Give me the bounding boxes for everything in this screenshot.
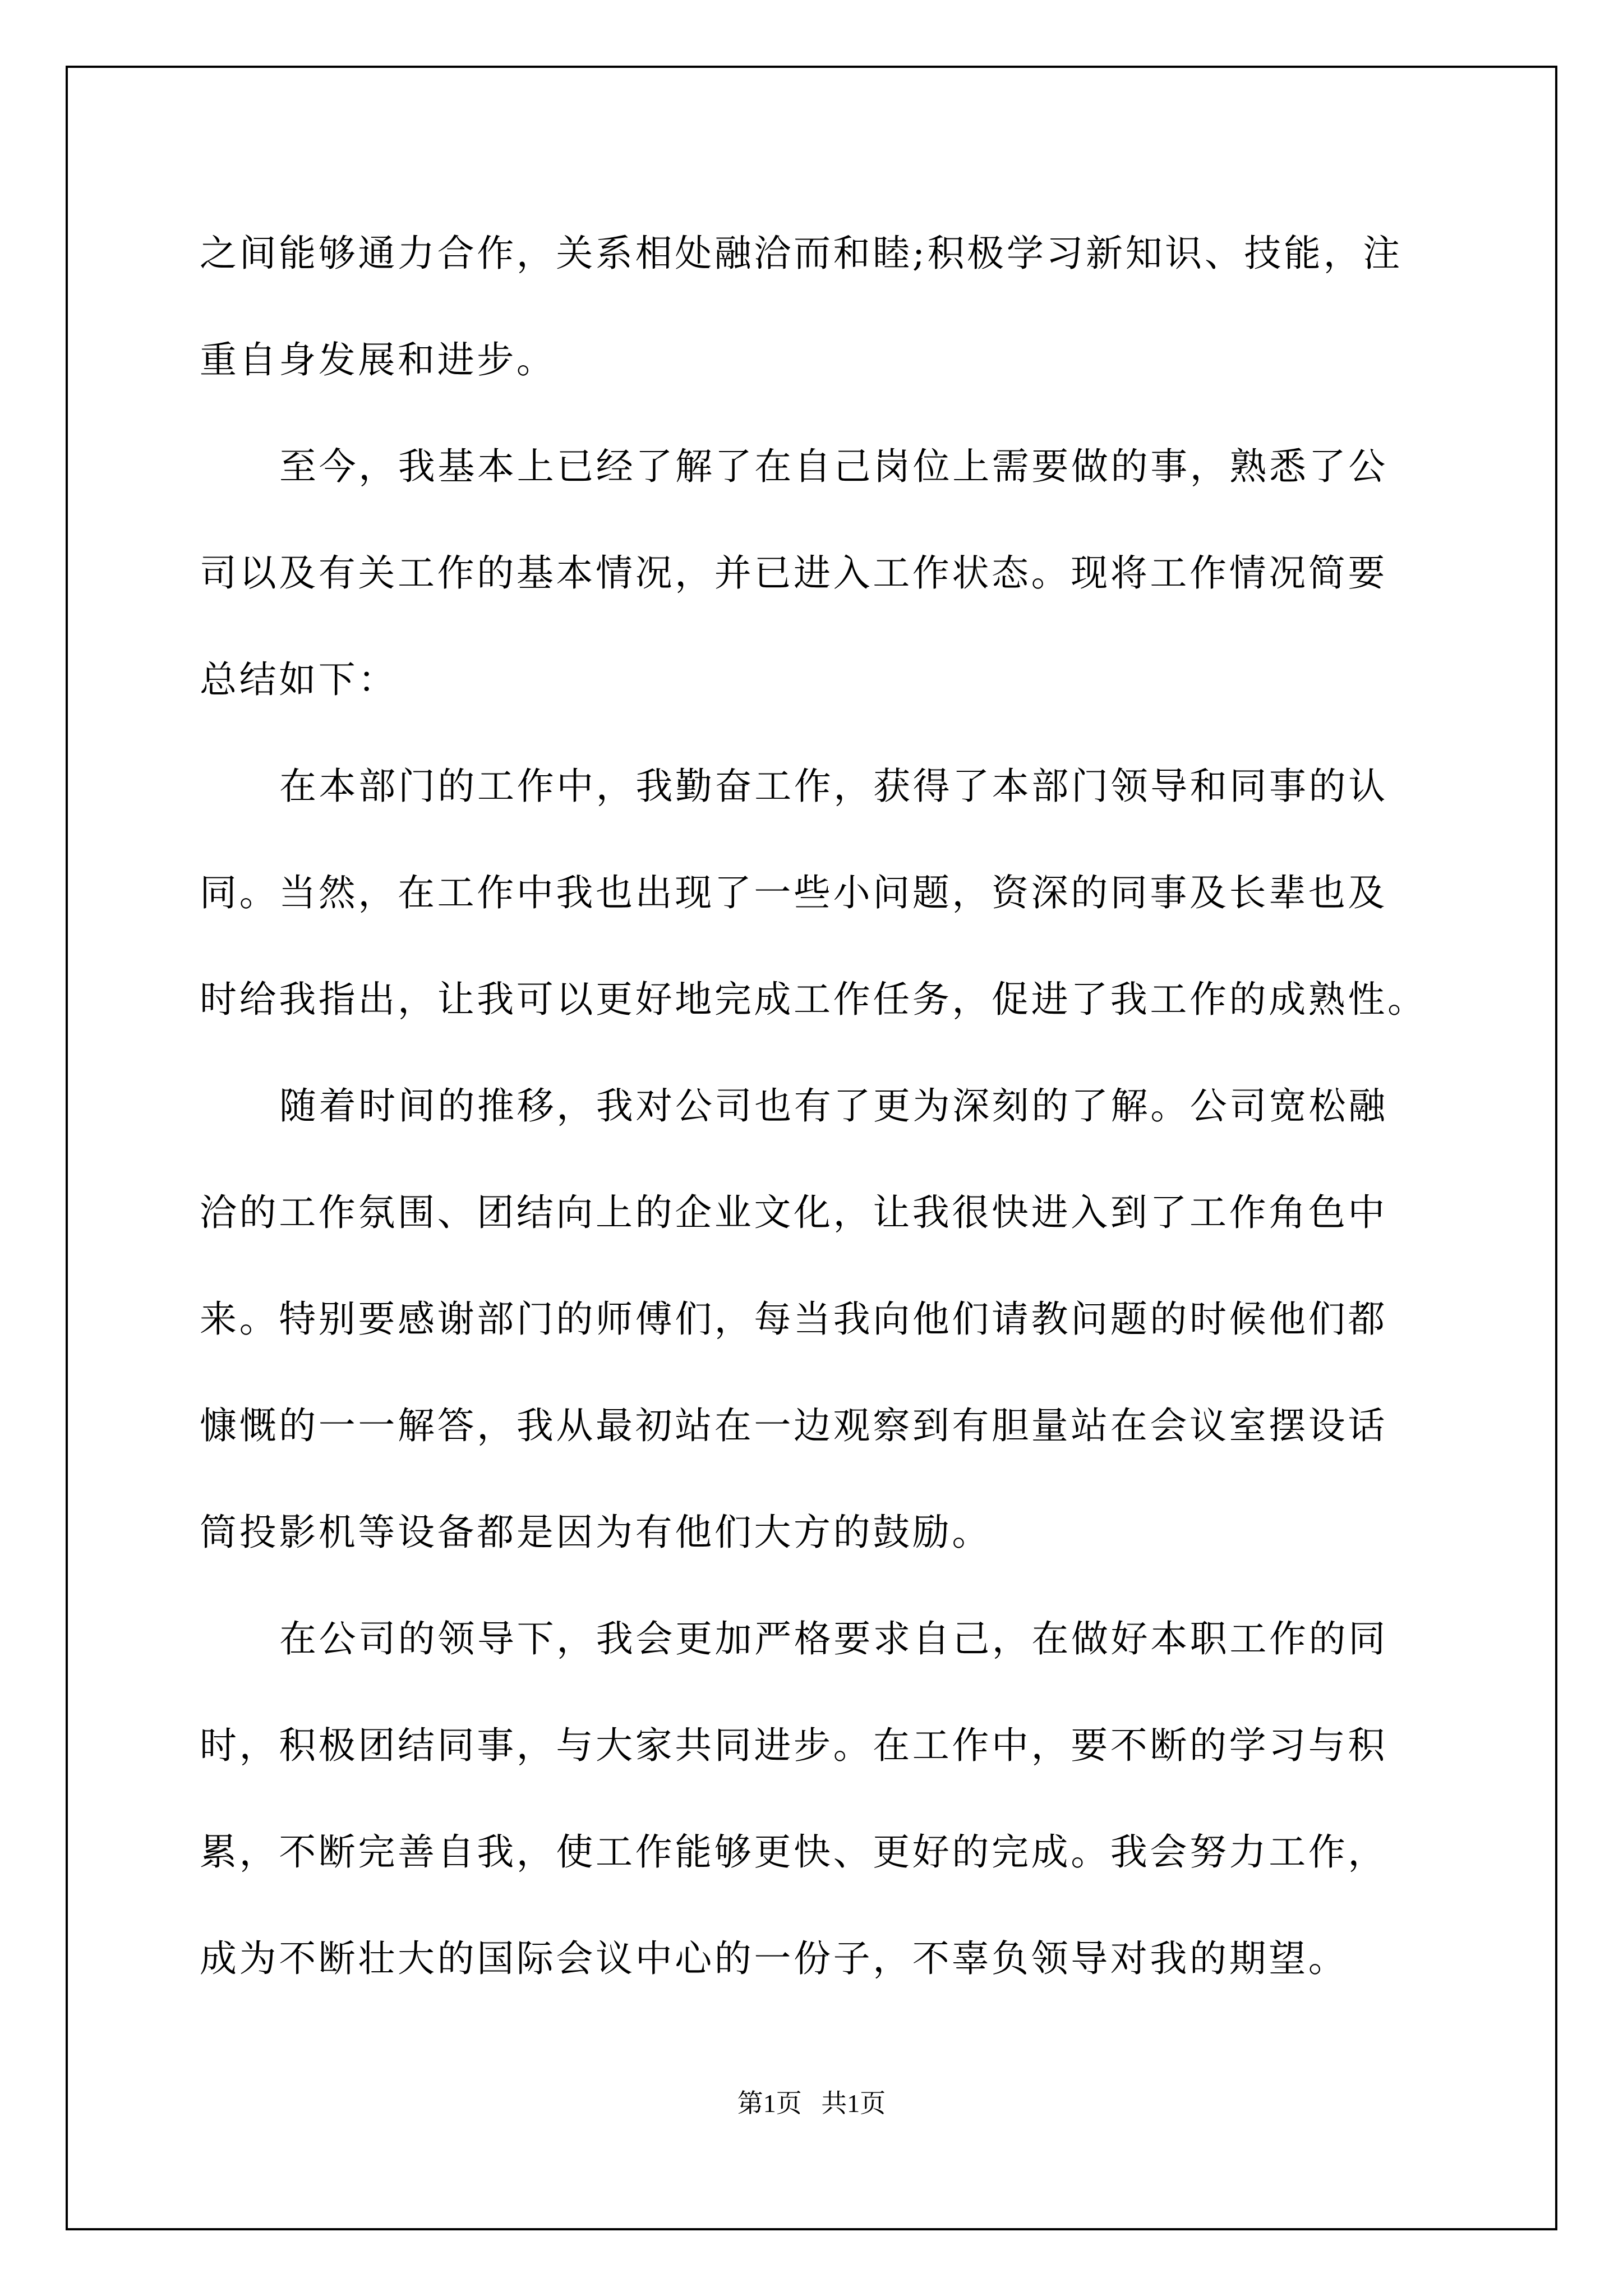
text-line: 总结如下： [200,658,398,701]
text-line: 来。特别要感谢部门的师傅们，每当我向他们请教问题的时候他们都 [200,1297,1387,1341]
paragraph-start-line: 至今，我基本上已经了解了在自己岗位上需要做的事，熟悉了公 [279,445,1388,488]
paragraph-start-line: 在公司的领导下，我会更加严格要求自己，在做好本职工作的同 [279,1617,1388,1660]
text-line: 之间能够通力合作，关系相处融洽而和睦;积极学习新知识、技能，注 [200,232,1403,275]
text-line: 司以及有关工作的基本情况，并已进入工作状态。现将工作情况简要 [200,551,1387,595]
text-line: 时，积极团结同事，与大家共同进步。在工作中，要不断的学习与积 [200,1724,1387,1767]
text-line: 同。当然，在工作中我也出现了一些小问题，资深的同事及长辈也及 [200,871,1387,914]
text-line: 成为不断壮大的国际会议中心的一份子，不辜负领导对我的期望。 [200,1937,1348,1980]
text-line: 累，不断完善自我，使工作能够更快、更好的完成。我会努力工作， [200,1830,1387,1874]
text-line: 重自身发展和进步。 [200,338,556,381]
text-line: 筒投影机等设备都是因为有他们大方的鼓励。 [200,1511,992,1554]
document-body [200,220,1428,2032]
text-line: 洽的工作氛围、团结向上的企业文化，让我很快进入到了工作角色中 [200,1191,1387,1234]
text-line: 时给我指出，让我可以更好地完成工作任务，促进了我工作的成熟性。 [200,978,1427,1021]
text-line: 慷慨的一一解答，我从最初站在一边观察到有胆量站在会议室摆设话 [200,1404,1387,1447]
paragraph-start-line: 随着时间的推移，我对公司也有了更为深刻的了解。公司宽松融 [279,1084,1388,1128]
paragraph-start-line: 在本部门的工作中，我勤奋工作，获得了本部门领导和同事的认 [279,765,1388,808]
page-footer: 第1页 共1页 [737,2089,886,2118]
